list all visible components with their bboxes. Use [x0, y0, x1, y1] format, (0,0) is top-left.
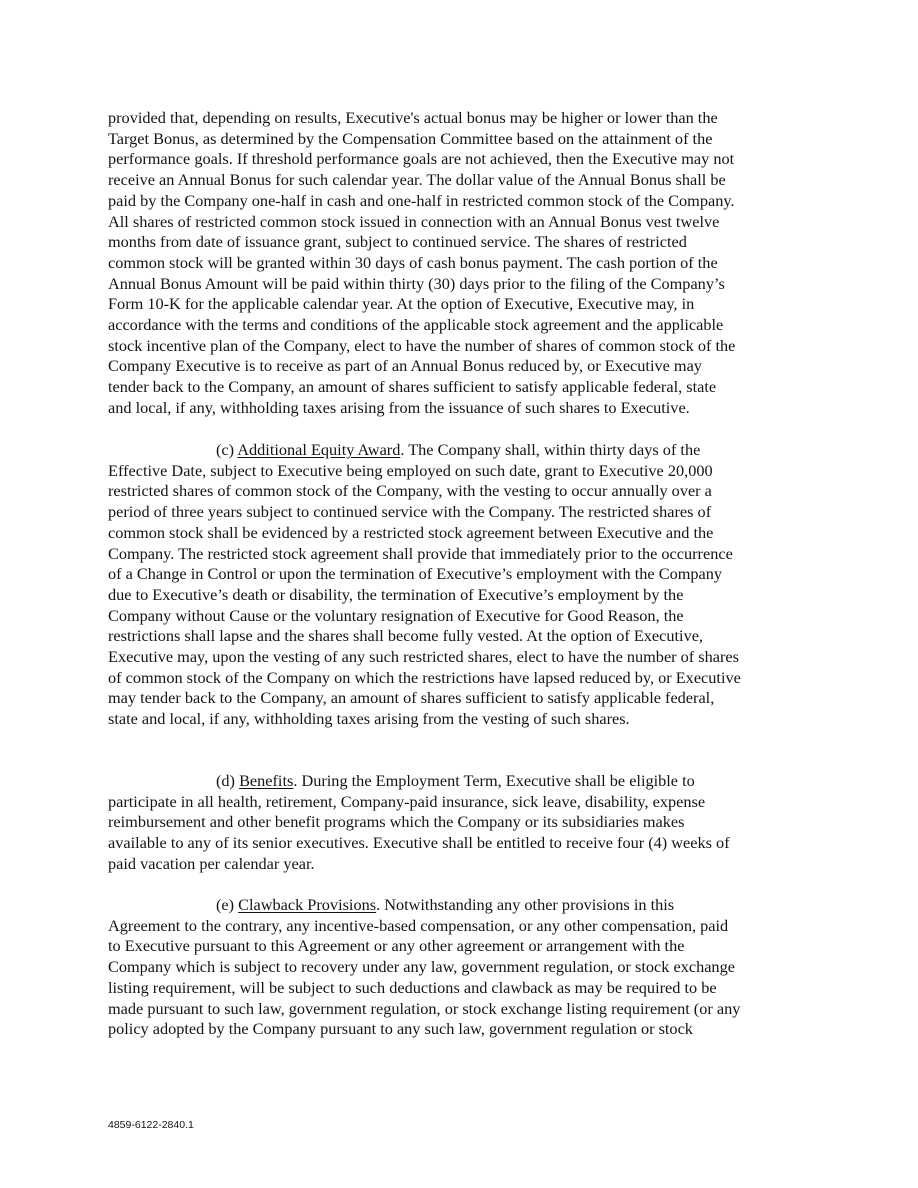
text-line: and local, if any, withholding taxes arising from the issuance of such shares to Executive.: [108, 397, 690, 417]
paragraph-annual-bonus: [108, 108, 812, 419]
text-line: participate in all health, retirement, Company-paid insurance, sick leave, disability, expense: [108, 791, 706, 811]
text-line: stock incentive plan of the Company, elect to have the number of shares of common stock of the: [108, 335, 736, 355]
section-d-benefits: [108, 771, 812, 875]
text-line: may tender back to the Company, an amount of shares sufficient to satisfy applicable federal,: [108, 688, 715, 708]
text-line: Agreement to the contrary, any incentive-based compensation, or any other compensation, paid: [108, 915, 729, 935]
section-e-first-line: [108, 895, 812, 916]
text-line: to Executive pursuant to this Agreement or any other agreement or arrangement with the: [108, 936, 685, 956]
text-line: tender back to the Company, an amount of shares sufficient to satisfy applicable federal, state: [108, 377, 717, 397]
text-line: months from date of issuance grant, subject to continued service. The shares of restricted: [108, 232, 687, 252]
text-line: restricted shares of common stock of the Company, with the vesting to occur annually over a: [108, 481, 712, 501]
text-line: Company Executive is to receive as part of an Annual Bonus reduced by, or Executive may: [108, 356, 702, 376]
text-line: period of three years subject to continued service with the Company. The restricted shares of: [108, 502, 712, 522]
text-line: provided that, depending on results, Executive's actual bonus may be higher or lower than the: [108, 108, 718, 127]
section-d-heading: Benefits: [239, 771, 294, 790]
section-d-lead: . During the Employment Term, Executive shall be eligible to: [293, 771, 695, 790]
section-d-first-line: [108, 771, 812, 792]
text-line: paid vacation per calendar year.: [108, 853, 315, 873]
text-line: policy adopted by the Company pursuant to any such law, government regulation or stock: [108, 1019, 693, 1039]
text-line: paid by the Company one-half in cash and one-half in restricted common stock of the Company.: [108, 190, 735, 210]
text-line: Form 10-K for the applicable calendar year. At the option of Executive, Executive may, in: [108, 294, 695, 314]
section-c-marker: (c): [216, 440, 238, 459]
text-line: All shares of restricted common stock issued in connection with an Annual Bonus vest twelve: [108, 211, 720, 231]
section-c-heading: Additional Equity Award: [237, 440, 401, 459]
text-line: due to Executive’s death or disability, the termination of Executive’s employment by the: [108, 584, 684, 604]
text-line: of a Change in Control or upon the termination of Executive’s employment with the Company: [108, 564, 723, 584]
section-d-marker: (d): [216, 771, 240, 790]
text-line: of common stock of the Company on which the restrictions have lapsed reduced by, or Executive: [108, 667, 741, 687]
text-line: Executive may, upon the vesting of any such restricted shares, elect to have the number of shares: [108, 647, 739, 667]
text-line: Company which is subject to recovery under any law, government regulation, or stock exchange: [108, 957, 735, 977]
text-line: receive an Annual Bonus for such calendar year. The dollar value of the Annual Bonus shall be: [108, 170, 726, 190]
text-line: common stock shall be evidenced by a restricted stock agreement between Executive and the: [108, 522, 714, 542]
text-line: accordance with the terms and conditions of the applicable stock agreement and the applicable: [108, 315, 724, 335]
section-e-clawback-provisions: [108, 895, 812, 1040]
section-c-first-line: [108, 440, 812, 461]
section-e-lead: . Notwithstanding any other provisions in this: [376, 895, 675, 914]
section-e-marker: (e): [216, 895, 239, 914]
text-line: listing requirement, will be subject to such deductions and clawback as may be required to be: [108, 977, 717, 997]
text-line: Effective Date, subject to Executive being employed on such date, grant to Executive 20,000: [108, 460, 713, 480]
text-line: Annual Bonus Amount will be paid within thirty (30) days prior to the filing of the Company’s: [108, 273, 725, 293]
text-line: performance goals. If threshold performance goals are not achieved, then the Executive may not: [108, 149, 735, 169]
text-line: reimbursement and other benefit programs which the Company or its subsidiaries makes: [108, 812, 685, 832]
text-line: Company without Cause or the voluntary resignation of Executive for Good Reason, the: [108, 605, 684, 625]
text-line: restrictions shall lapse and the shares shall become fully vested. At the option of Executive,: [108, 626, 704, 646]
text-line: state and local, if any, withholding taxes arising from the vesting of such shares.: [108, 709, 630, 729]
footer-document-id: 4859-6122-2840.1: [108, 1119, 194, 1131]
section-c-lead: . The Company shall, within thirty days of the: [400, 440, 701, 459]
text-line: common stock will be granted within 30 days of cash bonus payment. The cash portion of the: [108, 252, 718, 272]
text-line: Company. The restricted stock agreement shall provide that immediately prior to the occurrence: [108, 543, 733, 563]
text-line: made pursuant to such law, government regulation, or stock exchange listing requirement (or any: [108, 998, 741, 1018]
section-c-additional-equity-award: [108, 440, 812, 730]
text-line: available to any of its senior executives. Executive shall be entitled to receive four (4) weeks of: [108, 833, 730, 853]
text-line: Target Bonus, as determined by the Compensation Committee based on the attainment of the: [108, 128, 713, 148]
section-e-heading: Clawback Provisions: [238, 895, 377, 914]
